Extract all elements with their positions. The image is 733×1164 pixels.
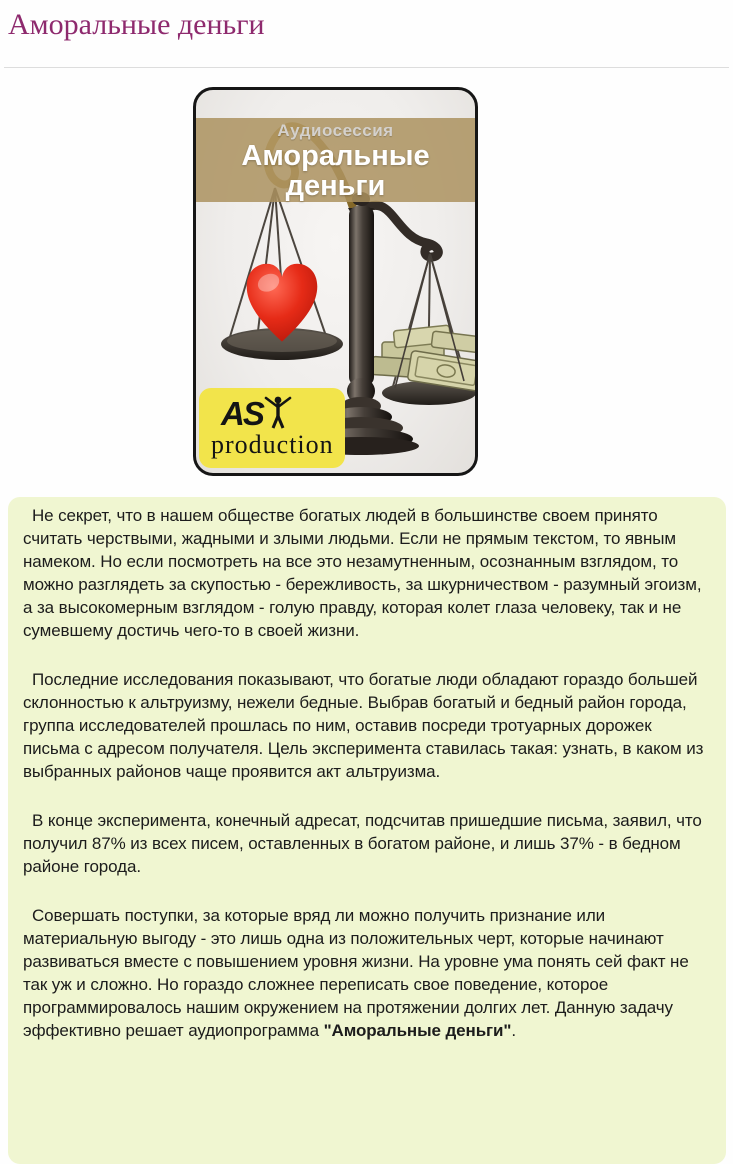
ast-production-logo [199, 388, 345, 468]
person-figure-icon [264, 395, 292, 429]
cover-series-label: Аудиосессия [277, 121, 394, 140]
paragraph-2: Последние исследования показывают, что богатые люди обладают гораздо большей склонностью к альтруизму, нежели бедные. Выбрав богатый и бедный район города, группа исследователей прошлась по ним, оставив посреди тротуарных дорожек письма с адресом получателя. Цель эксперимента ставилась такая: узнать, в каком из выбранных районов чаще проявится акт альтруизма. [23, 670, 704, 781]
ast-logo-letters: AS [221, 395, 263, 432]
divider [4, 67, 729, 68]
cover-title: Аморальные деньги [241, 140, 430, 202]
paragraph-3: В конце эксперимента, конечный адресат, подсчитав пришедшие письма, заявил, что получил 87% из всех писем, оставленных в богатом районе, и лишь 37% - в бедном районе города. [23, 811, 702, 876]
ast-logo-production-text: production [211, 430, 334, 459]
ast-logo-mark [221, 395, 345, 432]
paragraph-1: Не секрет, что в нашем обществе богатых людей в большинстве своем принято считать черствыми, жадными и злыми людьми. Если не прямым текстом, то явным намеком. Но если посмотреть на все это незамутненным, осознанным взглядом, то можно разглядеть за скупостью - бережливость, за шкурничеством - разумный эгоизм, а за высокомерным взглядом - голую правду, которая колет глаза человеку, так и не сумевшему достичь чего-то в своей жизни. [23, 506, 702, 640]
article-box [8, 497, 726, 1164]
product-cover [193, 87, 478, 476]
paragraph-4-end: . [511, 1021, 516, 1040]
paragraph-4 [23, 904, 710, 1042]
pillar [349, 206, 374, 386]
program-name-bold: "Аморальные деньги" [323, 1021, 512, 1040]
money-stack [371, 325, 475, 391]
cover-band [196, 118, 475, 202]
page-title: Аморальные деньги [8, 8, 265, 41]
paragraph-4-text: Совершать поступки, за которые вряд ли можно получить признание или материальную выгоду - это лишь одна из положительных черт, которые начинают развиваться вместе с повышением уровня жизни. На уровне ума понять сей факт не так уж и сложно. Но гораздо сложнее переписать свое поведение, которое программировалось нашим окружением на протяжении долгих лет. Данную задачу эффективно решает аудиопрограмма [23, 906, 689, 1040]
